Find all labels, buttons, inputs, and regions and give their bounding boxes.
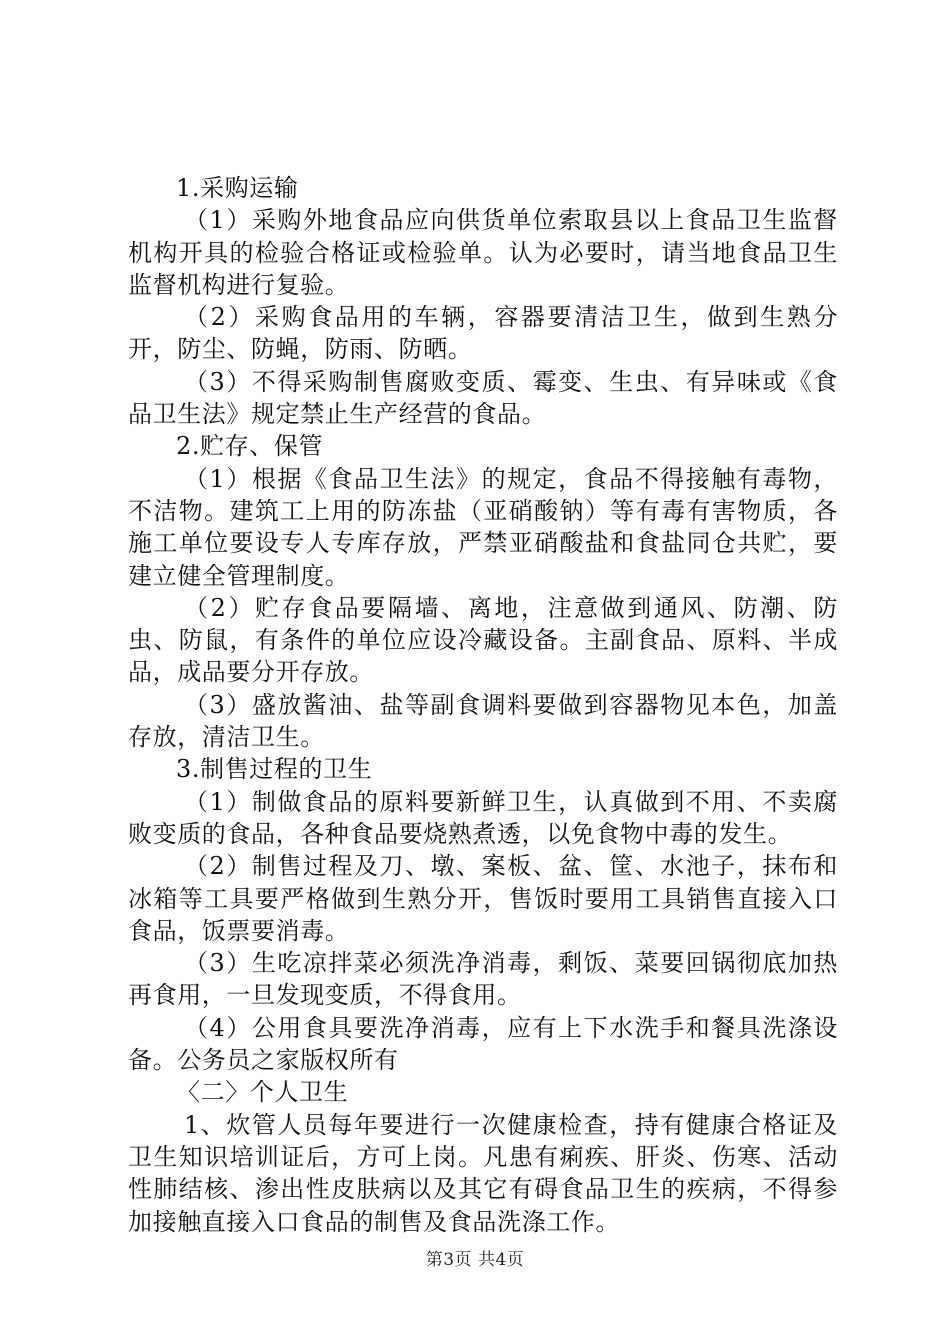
section-heading-1: 1.采购运输 [176,174,299,202]
paragraph-3-4: （4）公用食具要洗净消毒，应有上下水洗手和餐具洗涤设备。公务员之家版权所有 [128,1013,838,1075]
paragraph-1-1: （1）采购外地食品应向供货单位索取县以上食品卫生监督机构开具的检验合格证或检验单。认为必要时，请当地食品卫生监督机构进行复验。 [128,206,838,299]
paragraph-2-2: （2）贮存食品要隔墙、离地，注意做到通风、防潮、防虫、防鼠，有条件的单位应设冷藏设备。主副食品、原料、半成品，成品要分开存放。 [128,593,838,687]
paragraph-3-1: （1）制做食品的原料要新鲜卫生，认真做到不用、不卖腐败变质的食品，各种食品要烧熟煮透，以免食物中毒的发生。 [128,787,838,848]
section-heading-2: 2.贮存、保管 [176,432,324,461]
section-heading-personal-hygiene: 〈二〉个人卫生 [176,1078,349,1107]
paragraph-1-2: （2）采购食品用的车辆，容器要清洁卫生，做到生熟分开，防尘、防蝇，防雨、防晒。 [128,303,838,364]
paragraph-personal-1: 1、炊管人员每年要进行一次健康检查，持有健康合格证及卫生知识培训证后，方可上岗。凡患有痢疾、肝炎、伤寒、活动性肺结核、渗出性皮肤病以及其它有碍食品卫生的疾病，不得参加接触直接入口食品的制售及食品洗涤工作。 [128,1110,838,1236]
paragraph-2-3: （3）盛放酱油、盐等副食调料要做到容器物见本色，加盖存放，清洁卫生。 [128,690,838,752]
section-heading-3: 3.制售过程的卫生 [176,755,373,784]
document-body [128,172,838,1238]
paragraph-2-1: （1）根据《食品卫生法》的规定，食品不得接触有毒物，不洁物。建筑工上用的防冻盐（亚硝酸钠）等有毒有害物质，各施工单位要设专人专库存放，严禁亚硝酸盐和食盐同仓共贮，要建立健全管理制度。 [128,464,838,590]
paragraph-3-3: （3）生吃凉拌菜必须洗净消毒，剩饭、菜要回锅彻底加热再食用，一旦发现变质，不得食用。 [128,949,838,1010]
page-number-footer: 第3页 共4页 [425,1250,525,1270]
paragraph-3-2: （2）制售过程及刀、墩、案板、盆、筐、水池子，抹布和冰箱等工具要严格做到生熟分开，售饭时要用工具销售直接入口食品，饭票要消毒。 [128,852,838,945]
paragraph-1-3: （3）不得采购制售腐败变质、霉变、生虫、有异味或《食品卫生法》规定禁止生产经营的食品。 [128,367,838,429]
